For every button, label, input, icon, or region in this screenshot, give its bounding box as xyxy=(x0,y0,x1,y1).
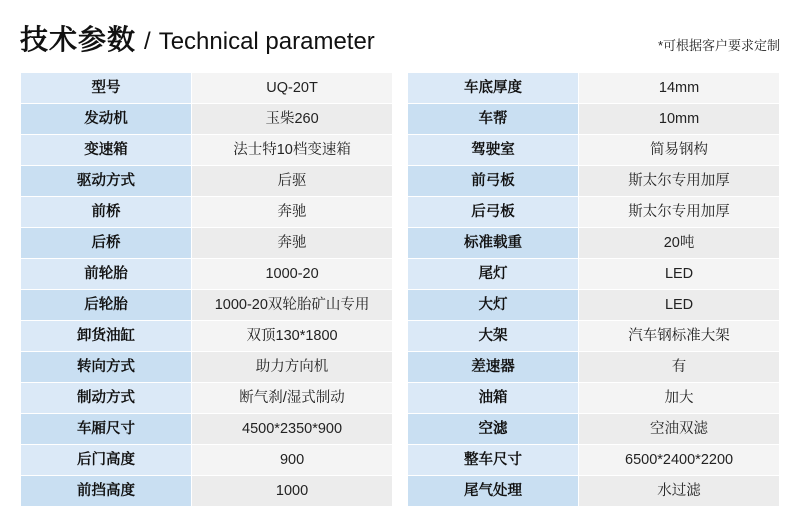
spec-label: 后弓板 xyxy=(408,197,579,228)
spec-tables xyxy=(20,72,780,507)
spec-table-right-body xyxy=(408,73,780,507)
spec-label: 标准载重 xyxy=(408,228,579,259)
spec-value: 1000-20双轮胎矿山专用 xyxy=(192,290,393,321)
spec-value: LED xyxy=(579,259,780,290)
spec-value: 法士特10档变速箱 xyxy=(192,135,393,166)
spec-label: 后桥 xyxy=(21,228,192,259)
spec-label: 发动机 xyxy=(21,104,192,135)
spec-value: 断气刹/湿式制动 xyxy=(192,383,393,414)
table-row xyxy=(408,166,780,197)
spec-value: 1000 xyxy=(192,476,393,507)
spec-table-left xyxy=(20,72,393,507)
table-row xyxy=(21,104,393,135)
table-row xyxy=(408,135,780,166)
table-row xyxy=(21,290,393,321)
table-row xyxy=(21,228,393,259)
spec-value: 6500*2400*2200 xyxy=(579,445,780,476)
spec-value: 900 xyxy=(192,445,393,476)
spec-value: LED xyxy=(579,290,780,321)
page-header xyxy=(20,18,780,58)
spec-label: 车厢尺寸 xyxy=(21,414,192,445)
spec-label: 驾驶室 xyxy=(408,135,579,166)
spec-label: 卸货油缸 xyxy=(21,321,192,352)
spec-label: 后轮胎 xyxy=(21,290,192,321)
page-title-separator: / xyxy=(144,28,151,55)
spec-label: 型号 xyxy=(21,73,192,104)
spec-label: 变速箱 xyxy=(21,135,192,166)
spec-table-left-body xyxy=(21,73,393,507)
spec-value: 水过滤 xyxy=(579,476,780,507)
spec-label: 油箱 xyxy=(408,383,579,414)
spec-value: 4500*2350*900 xyxy=(192,414,393,445)
table-row xyxy=(21,414,393,445)
spec-label: 大灯 xyxy=(408,290,579,321)
table-row xyxy=(408,383,780,414)
table-row xyxy=(408,414,780,445)
table-row xyxy=(408,476,780,507)
spec-value: 空油双滤 xyxy=(579,414,780,445)
spec-label: 前轮胎 xyxy=(21,259,192,290)
spec-value: 斯太尔专用加厚 xyxy=(579,197,780,228)
spec-value: 1000-20 xyxy=(192,259,393,290)
spec-label: 大架 xyxy=(408,321,579,352)
spec-label: 前挡高度 xyxy=(21,476,192,507)
table-row xyxy=(408,104,780,135)
spec-label: 前桥 xyxy=(21,197,192,228)
table-row xyxy=(408,445,780,476)
spec-value: 奔驰 xyxy=(192,197,393,228)
spec-label: 转向方式 xyxy=(21,352,192,383)
spec-table-right xyxy=(407,72,780,507)
spec-value: 20吨 xyxy=(579,228,780,259)
table-row xyxy=(21,166,393,197)
spec-value: 助力方向机 xyxy=(192,352,393,383)
table-row xyxy=(21,476,393,507)
table-row xyxy=(21,352,393,383)
spec-value: 有 xyxy=(579,352,780,383)
spec-label: 差速器 xyxy=(408,352,579,383)
spec-label: 尾气处理 xyxy=(408,476,579,507)
table-row xyxy=(21,383,393,414)
spec-value: 后驱 xyxy=(192,166,393,197)
spec-label: 整车尺寸 xyxy=(408,445,579,476)
spec-value: 斯太尔专用加厚 xyxy=(579,166,780,197)
spec-value: UQ-20T xyxy=(192,73,393,104)
spec-label: 制动方式 xyxy=(21,383,192,414)
table-row xyxy=(21,197,393,228)
page-title xyxy=(20,18,375,58)
spec-label: 空滤 xyxy=(408,414,579,445)
spec-value: 加大 xyxy=(579,383,780,414)
page-title-en: Technical parameter xyxy=(158,28,375,55)
table-row xyxy=(408,321,780,352)
table-row xyxy=(21,135,393,166)
table-row xyxy=(21,73,393,104)
spec-label: 车帮 xyxy=(408,104,579,135)
table-row xyxy=(408,228,780,259)
spec-label: 车底厚度 xyxy=(408,73,579,104)
spec-value: 简易钢构 xyxy=(579,135,780,166)
spec-label: 后门高度 xyxy=(21,445,192,476)
spec-label: 尾灯 xyxy=(408,259,579,290)
table-row xyxy=(408,352,780,383)
table-row xyxy=(408,197,780,228)
spec-label: 驱动方式 xyxy=(21,166,192,197)
spec-value: 14mm xyxy=(579,73,780,104)
page-title-cn: 技术参数 xyxy=(20,24,137,55)
customization-note: *可根据客户要求定制 xyxy=(657,38,780,53)
table-row xyxy=(21,321,393,352)
spec-value: 10mm xyxy=(579,104,780,135)
spec-value: 奔驰 xyxy=(192,228,393,259)
spec-value: 汽车钢标准大架 xyxy=(579,321,780,352)
spec-value: 玉柴260 xyxy=(192,104,393,135)
table-row xyxy=(408,73,780,104)
table-row xyxy=(21,445,393,476)
spec-label: 前弓板 xyxy=(408,166,579,197)
table-row xyxy=(408,259,780,290)
spec-value: 双顶130*1800 xyxy=(192,321,393,352)
table-row xyxy=(408,290,780,321)
table-row xyxy=(21,259,393,290)
